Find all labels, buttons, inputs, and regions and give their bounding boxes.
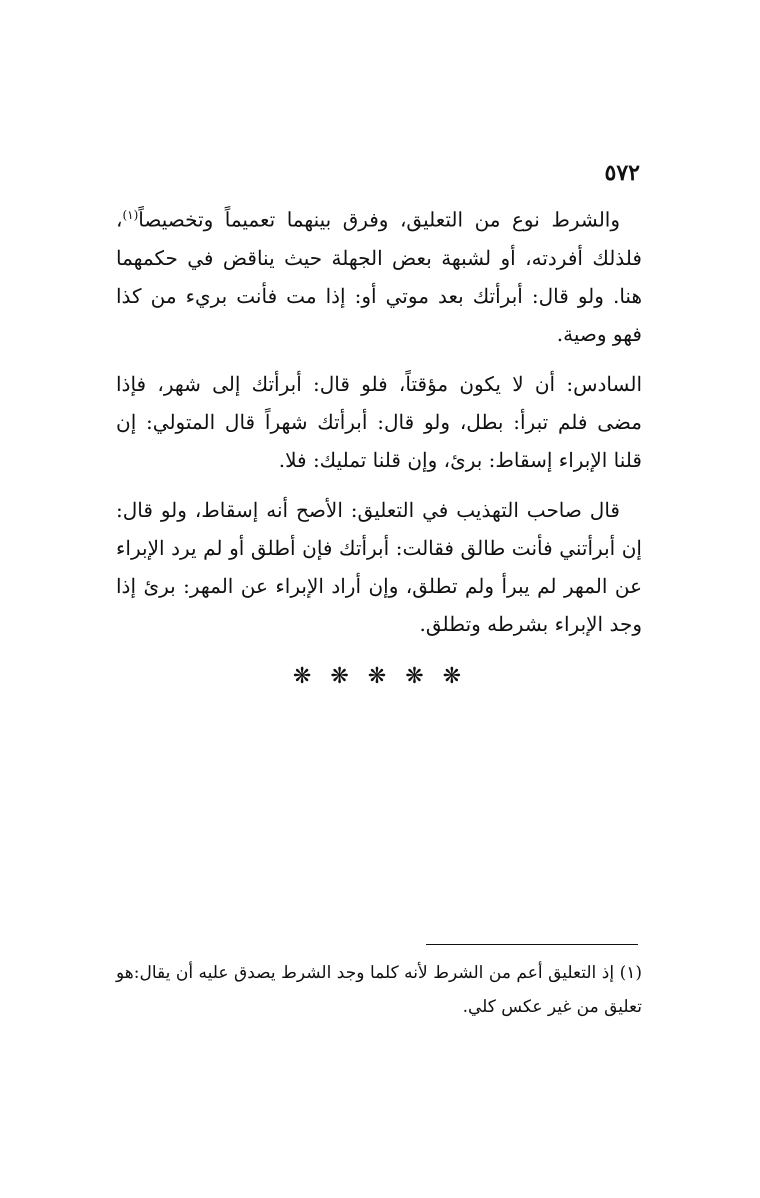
footnotes [116, 956, 642, 1024]
paragraph-sixth: السادس: أن لا يكون مؤقتاً، فلو قال: أبرأتك إلى شهر، فإذا مضى فلم تبرأ: بطل، ولو قال: أبرأتك شهراً قال المتولي: إن قلنا الإبراء إسقاط: برئ، وإن قلنا تمليك: فلا. [116, 371, 642, 472]
page-number: ٥٧٢ [604, 160, 640, 186]
footnote-reference[interactable]: (١) [122, 208, 139, 222]
paragraph-condition [116, 196, 642, 353]
footnote-divider [426, 944, 638, 945]
paragraph-text-continued: ، فلذلك أفردته، أو لشبهة بعض الجهلة حيث يناقض في حكمهما هنا. ولو قال: أبرأتك بعد موتي أو: إذا مت فأنت بريء من كذا فهو وصية. [116, 207, 642, 346]
footnote-1: (١) إذ التعليق أعم من الشرط لأنه كلما وجد الشرط يصدق عليه أن يقال:هو تعليق من غير عكس كلي. [116, 963, 642, 1017]
section-separator: ❋ ❋ ❋ ❋ ❋ [292, 664, 468, 689]
main-text [116, 196, 642, 655]
paragraph-text: والشرط نوع من التعليق، وفرق بينهما تعميماً وتخصيصاً [138, 207, 620, 232]
paragraph-tahdhib: قال صاحب التهذيب في التعليق: الأصح أنه إسقاط، ولو قال: إن أبرأتني فأنت طالق فقالت: أبرأتك فإن أطلق أو لم يرد الإبراء عن المهر لم يبرأ ولم تطلق، وإن أراد الإبراء عن المهر: برئ إذا وجد الإبراء بشرطه وتطلق. [116, 497, 642, 636]
